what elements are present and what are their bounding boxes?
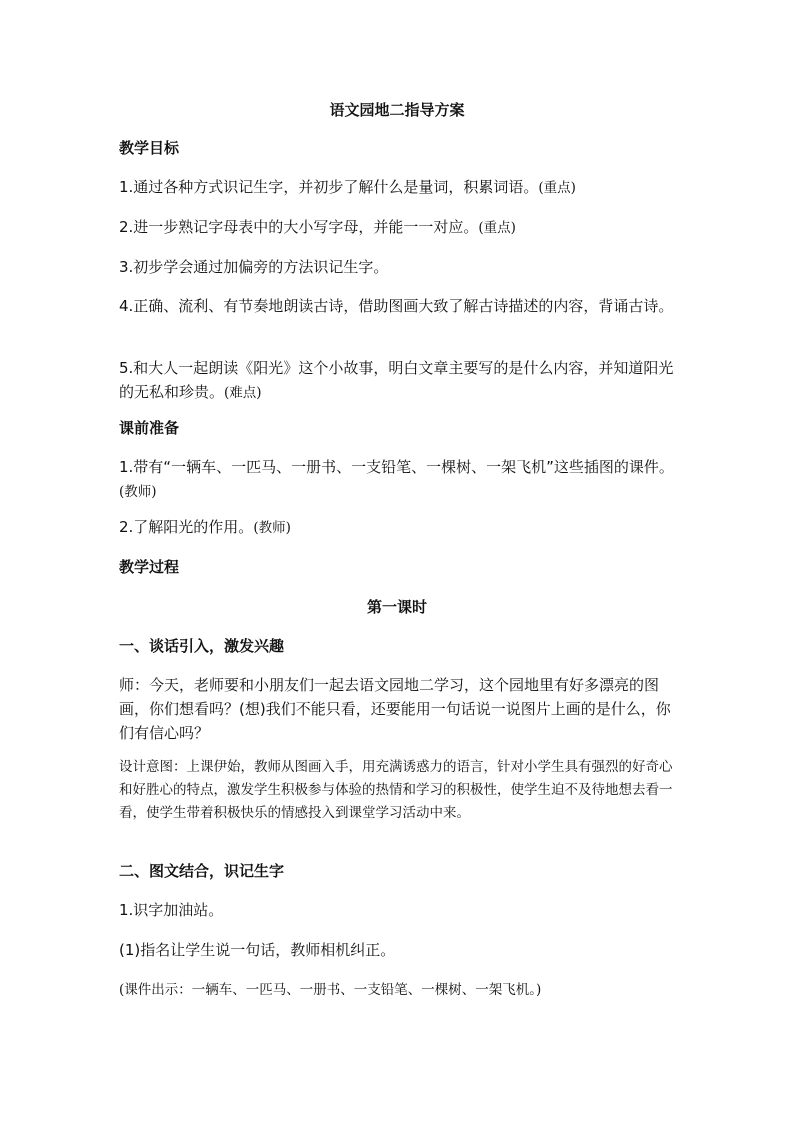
prep-heading: 课前准备 (119, 419, 180, 437)
goal-note: (难点) (224, 385, 262, 401)
prep-note: (教师) (119, 484, 157, 500)
process-heading: 教学过程 (119, 558, 180, 576)
goal-text: 5.和大人一起朗读《阳光》这个小故事，明白文章主要写的是什么内容，并知道阳光的无私和珍贵。 (119, 359, 674, 401)
prep-text: 1.带有“一辆车、一匹马、一册书、一支铅笔、一棵树、一架飞机”这些插图的课件。 (119, 458, 674, 476)
goals-heading: 教学目标 (119, 139, 180, 157)
part2-heading: 二、图文结合，识记生字 (119, 862, 285, 880)
goal-note: (重点) (538, 180, 576, 196)
design-intent: 设计意图：上课伊始，教师从图画入手，用充满诱惑力的语言，针对小学生具有强烈的好奇心和好胜心的特点，激发学生积极参与体验的热情和学习的积极性，使学生迫不及待地想去看一看，使学生带着积极快乐的情感投入到课堂学习活动中来。 (119, 759, 673, 821)
prep-item (119, 455, 679, 504)
goal-item (119, 356, 679, 405)
step-item: (1)指名让学生说一句话，教师相机纠正。 (119, 941, 396, 959)
prep-note: (教师) (253, 520, 291, 536)
goal-text: 4.正确、流利、有节奏地朗读古诗，借助图画大致了解古诗描述的内容，背诵古诗。 (119, 297, 674, 315)
document-title: 语文园地二指导方案 (329, 101, 465, 119)
goal-item (119, 215, 679, 240)
courseware-note: (课件出示：一辆车、一匹马、一册书、一支铅笔、一棵树、一架飞机。) (119, 982, 542, 998)
step-item: 1.识字加油站。 (119, 901, 224, 919)
teacher-speech: 师：今天，老师要和小朋友们一起去语文园地二学习，这个园地里有好多漂亮的图画，你们想看吗？(想)我们不能只看，还要能用一句话说一说图片上画的是什么，你们有信心吗？ (119, 676, 671, 742)
goal-item (119, 175, 679, 200)
goal-text: 3.初步学会通过加偏旁的方法识记生字。 (119, 258, 389, 276)
part1-heading: 一、谈话引入，激发兴趣 (119, 637, 285, 655)
goal-text: 2.进一步熟记字母表中的大小写字母，并能一一对应。 (119, 218, 479, 236)
prep-item (119, 515, 679, 540)
goal-note: (重点) (478, 220, 516, 236)
lesson-title: 第一课时 (366, 598, 427, 616)
goal-item (119, 294, 679, 319)
goal-text: 1.通过各种方式识记生字，并初步了解什么是量词，积累词语。 (119, 178, 539, 196)
prep-text: 2.了解阳光的作用。 (119, 518, 254, 536)
goal-item (119, 255, 679, 280)
